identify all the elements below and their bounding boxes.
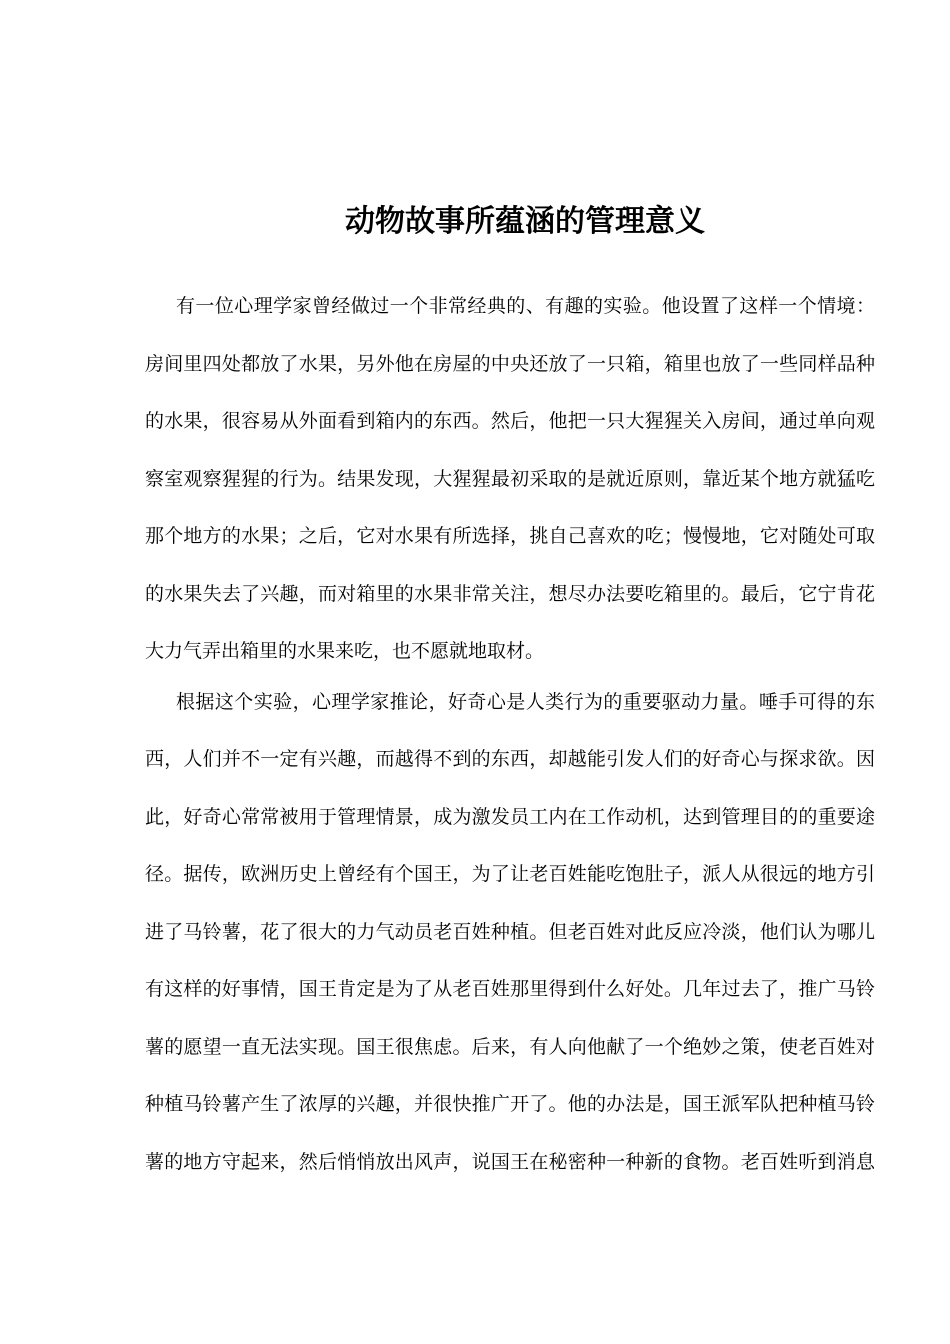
paragraph-2-line-1: 根据这个实验，心理学家推论，好奇心是人类行为的重要驱动力量。唾手可得的东 bbox=[176, 691, 875, 713]
paragraph-2-line-5: 进了马铃薯，花了很大的力气动员老百姓种植。但老百姓对此反应冷淡，他们认为哪儿 bbox=[145, 921, 875, 943]
paragraph-2-line-6: 有这样的好事情，国王肯定是为了从老百姓那里得到什么好处。几年过去了，推广马铃 bbox=[145, 978, 875, 1000]
paragraph-1-line-5: 那个地方的水果；之后，它对水果有所选择，挑自己喜欢的吃；慢慢地，它对随处可取 bbox=[145, 525, 875, 547]
paragraph-2-line-3: 此，好奇心常常被用于管理情景，成为激发员工内在工作动机，达到管理目的的重要途 bbox=[145, 806, 875, 828]
paragraph-1-line-2: 房间里四处都放了水果，另外他在房屋的中央还放了一只箱，箱里也放了一些同样品种 bbox=[145, 353, 875, 375]
paragraph-2-line-7: 薯的愿望一直无法实现。国王很焦虑。后来，有人向他献了一个绝妙之策，使老百姓对 bbox=[145, 1036, 875, 1058]
page-title: 动物故事所蕴涵的管理意义 bbox=[345, 204, 705, 239]
paragraph-1-line-1: 有一位心理学家曾经做过一个非常经典的、有趣的实验。他设置了这样一个情境： bbox=[176, 295, 875, 317]
paragraph-1-line-7: 大力气弄出箱里的水果来吃，也不愿就地取材。 bbox=[145, 640, 545, 662]
paragraph-2-line-8: 种植马铃薯产生了浓厚的兴趣，并很快推广开了。他的办法是，国王派军队把种植马铃 bbox=[145, 1093, 875, 1115]
paragraph-2-line-4: 径。据传，欧洲历史上曾经有个国王，为了让老百姓能吃饱肚子，派人从很远的地方引 bbox=[145, 863, 875, 885]
paragraph-1-line-3: 的水果，很容易从外面看到箱内的东西。然后，他把一只大猩猩关入房间，通过单向观 bbox=[145, 410, 875, 432]
paragraph-1-line-4: 察室观察猩猩的行为。结果发现，大猩猩最初采取的是就近原则，靠近某个地方就猛吃 bbox=[145, 468, 875, 490]
paragraph-1-line-6: 的水果失去了兴趣，而对箱里的水果非常关注，想尽办法要吃箱里的。最后，它宁肯花 bbox=[145, 583, 875, 605]
paragraph-2-line-2: 西，人们并不一定有兴趣，而越得不到的东西，却越能引发人们的好奇心与探求欲。因 bbox=[145, 748, 875, 770]
paragraph-2-line-9: 薯的地方守起来，然后悄悄放出风声，说国王在秘密种一种新的食物。老百姓听到消息 bbox=[145, 1151, 875, 1173]
